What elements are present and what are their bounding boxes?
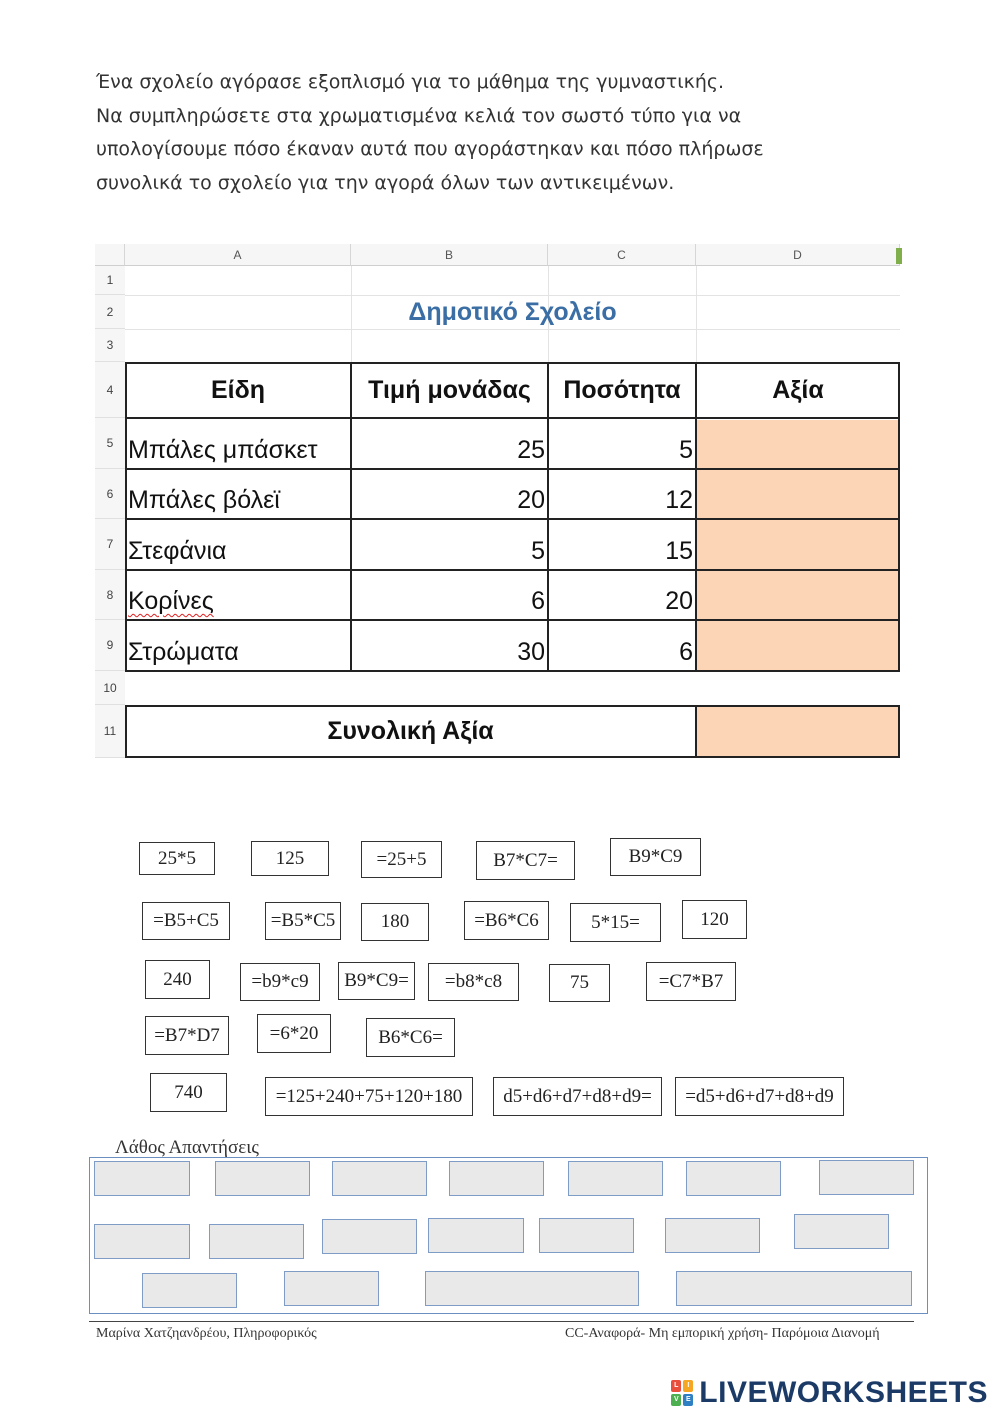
item-price: 5 (531, 537, 545, 565)
row-header: 6 (95, 469, 125, 519)
logo-letter: I (683, 1380, 693, 1392)
row-header: 4 (95, 362, 125, 418)
instruction-line: υπολογίσουμε πόσο έκαναν αυτά που αγοράστηκαν και πόσο πλήρωσε (96, 138, 764, 160)
drop-slot[interactable] (425, 1271, 639, 1306)
footer-divider (89, 1321, 914, 1322)
item-name: Μπάλες μπάσκετ (128, 436, 318, 464)
row-header: 2 (95, 295, 125, 329)
logo-letter: E (683, 1394, 693, 1406)
item-name: Στεφάνια (128, 537, 227, 565)
item-qty: 15 (665, 537, 693, 565)
drop-slot[interactable] (332, 1161, 427, 1196)
item-price: 20 (517, 486, 545, 514)
row-header: 9 (95, 620, 125, 671)
gridline (125, 329, 900, 330)
answer-tile[interactable]: =b9*c9 (240, 963, 320, 1001)
drop-slot[interactable] (142, 1273, 237, 1308)
liveworksheets-logo (671, 1376, 988, 1410)
spreadsheet (95, 244, 900, 760)
drop-slot[interactable] (676, 1271, 912, 1306)
answer-tile[interactable]: =C7*B7 (646, 962, 736, 1001)
row-header: 8 (95, 570, 125, 620)
instruction-line: συνολικά το σχολείο για την αγορά όλων των αντικειμένων. (96, 171, 675, 194)
answer-tile[interactable]: =B6*C6 (464, 901, 549, 940)
item-qty: 5 (679, 436, 693, 464)
header-items: Είδη (210, 375, 266, 404)
drop-slot[interactable] (665, 1218, 760, 1253)
drop-slot[interactable] (284, 1271, 379, 1306)
answer-tile[interactable]: 180 (361, 903, 429, 941)
drop-slot[interactable] (322, 1219, 417, 1254)
answer-tile[interactable]: B9*C9= (338, 962, 415, 1000)
answer-tile[interactable]: B6*C6= (366, 1018, 455, 1057)
drop-slot[interactable] (819, 1160, 914, 1195)
row-header: 3 (95, 329, 125, 362)
logo-letter: V (671, 1394, 681, 1406)
answer-tile[interactable]: =B5+C5 (142, 902, 230, 940)
header-unit-price: Τιμή μονάδας (368, 375, 531, 404)
total-label: Συνολική Αξία (327, 717, 494, 745)
answer-tile[interactable]: B7*C7= (476, 841, 575, 880)
drop-slot[interactable] (686, 1161, 781, 1196)
column-header-d: D (696, 244, 900, 266)
spellcheck-underline: Κορίνες (128, 587, 214, 615)
drop-slot[interactable] (539, 1218, 634, 1253)
instruction-line: Να συμπληρώσετε στα χρωματισμένα κελιά τον σωστό τύπο για να (96, 104, 742, 127)
answer-tile[interactable]: 5*15= (570, 903, 661, 942)
drop-slot[interactable] (568, 1161, 663, 1196)
answer-tile[interactable]: =25+5 (361, 841, 442, 878)
instructions (96, 66, 896, 200)
selection-marker (896, 248, 902, 264)
header-quantity: Ποσότητα (563, 375, 681, 404)
sheet-title: Δημοτικό Σχολείο (408, 297, 617, 326)
item-price: 6 (531, 587, 545, 615)
item-price: 25 (517, 436, 545, 464)
answer-tile[interactable]: =d5+d6+d7+d8+d9 (675, 1077, 844, 1116)
logo-mark-icon (671, 1380, 693, 1406)
answer-tile[interactable]: 25*5 (139, 842, 215, 875)
answer-tile[interactable]: =125+240+75+120+180 (265, 1077, 473, 1116)
item-name: Μπάλες βόλεϊ (128, 486, 280, 514)
logo-letter: L (671, 1380, 681, 1392)
corner-cell (95, 244, 125, 266)
answer-tile[interactable]: 125 (251, 841, 329, 876)
header-value: Αξία (772, 375, 824, 404)
item-name (125, 570, 351, 620)
drop-slot[interactable] (428, 1218, 524, 1253)
answer-tile[interactable]: 120 (682, 900, 747, 939)
answer-tile[interactable]: =b8*c8 (428, 963, 519, 1001)
drop-slot[interactable] (215, 1161, 310, 1196)
drop-slot[interactable] (94, 1224, 190, 1259)
footer-author: Μαρίνα Χατζηανδρέου, Πληροφορικός (96, 1326, 317, 1341)
answer-tile[interactable]: d5+d6+d7+d8+d9= (493, 1077, 662, 1116)
answer-tile[interactable]: 75 (549, 964, 610, 1002)
answer-tile[interactable]: =B5*C5 (265, 902, 341, 940)
drop-slot[interactable] (209, 1224, 304, 1259)
answer-tile[interactable]: 740 (150, 1073, 227, 1112)
brand-name: LIVEWORKSHEETS (699, 1376, 988, 1409)
answer-tile[interactable]: B9*C9 (610, 838, 701, 876)
footer-license: CC-Αναφορά- Μη εμπορική χρήση- Παρόμοια Διανομή (565, 1326, 880, 1341)
answer-tile[interactable]: =B7*D7 (145, 1016, 229, 1055)
row-header: 10 (95, 671, 125, 705)
item-price: 30 (517, 638, 545, 666)
instruction-line: Ένα σχολείο αγόρασε εξοπλισμό για το μάθημα της γυμναστικής. (96, 71, 725, 93)
row-header: 1 (95, 266, 125, 295)
wrong-answers-label: Λάθος Απαντήσεις (115, 1137, 259, 1158)
answer-tile[interactable]: 240 (145, 960, 210, 999)
column-header-b: B (351, 244, 548, 266)
drop-slot[interactable] (94, 1161, 190, 1196)
drop-slot[interactable] (794, 1214, 889, 1249)
item-qty: 6 (679, 638, 693, 666)
answer-tile[interactable]: =6*20 (257, 1014, 331, 1053)
row-header: 7 (95, 519, 125, 570)
item-name: Στρώματα (128, 638, 239, 666)
row-header: 11 (95, 705, 125, 758)
item-qty: 20 (665, 587, 693, 615)
item-qty: 12 (665, 486, 693, 514)
column-header-a: A (125, 244, 351, 266)
row-header: 5 (95, 418, 125, 469)
column-header-c: C (548, 244, 696, 266)
drop-slot[interactable] (449, 1161, 544, 1196)
